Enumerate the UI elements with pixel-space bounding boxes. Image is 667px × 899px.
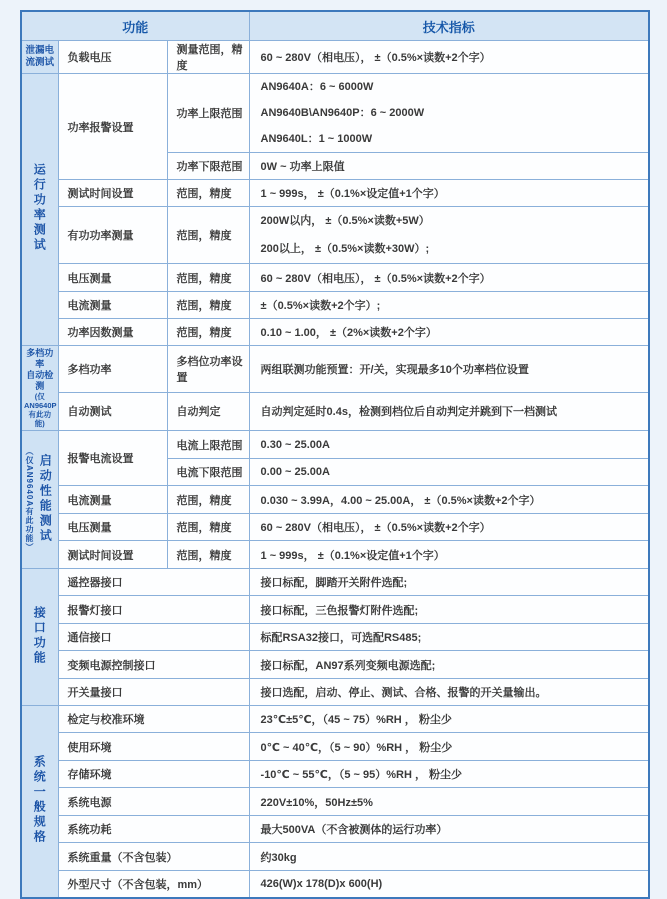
cell-item-label: 检定与校准环境 [58, 706, 249, 733]
cell-item-label: 系统功耗 [58, 816, 249, 843]
cell-item-label: 测试时间设置 [58, 541, 167, 569]
cell-sub-label: 范围，精度 [167, 514, 249, 541]
cell-item-label: 报警灯接口 [58, 596, 249, 624]
cell-spec: 200W以内， ±（0.5%×读数+5W） 200以上， ±（0.5%×读数+30W）; [249, 207, 649, 264]
cell-spec: 接口选配，启动、停止、测试、合格、报警的开关量输出。 [249, 679, 649, 706]
cell-item-label: 通信接口 [58, 624, 249, 651]
table-row [21, 843, 649, 871]
cell-item-label: 功率因数测量 [58, 319, 167, 346]
sidebar-label-startup: （仅AN9640A有此功能） 启动性能测试 [21, 431, 58, 569]
cell-item-label: 报警电流设置 [58, 431, 167, 486]
cell-sub-label: 范围，精度 [167, 180, 249, 207]
cell-spec: 接口标配，AN97系列变频电源选配; [249, 651, 649, 679]
cell-spec: 0.00 ~ 25.00A [249, 459, 649, 486]
cell-sub-label: 测量范围，精度 [167, 41, 249, 74]
cell-spec: 约30kg [249, 843, 649, 871]
cell-item-label: 自动测试 [58, 392, 167, 430]
table-row [21, 319, 649, 346]
cell-spec: 接口标配，脚踏开关附件选配; [249, 569, 649, 596]
cell-item-label: 遥控器接口 [58, 569, 249, 596]
cell-item-label: 系统重量（不含包装） [58, 843, 249, 871]
sidebar-label-multi-power: 多档功率 自动检测 (仅AN9640P 有此功能) [21, 346, 58, 431]
cell-spec: 60 ~ 280V（相电压）， ±（0.5%×读数+2个字） [249, 514, 649, 541]
table-row [21, 41, 649, 74]
table-header-row [21, 11, 649, 41]
table-row [21, 180, 649, 207]
cell-spec: 23℃±5℃，（45 ~ 75）%RH ， 粉尘少 [249, 706, 649, 733]
table-row [21, 761, 649, 788]
cell-spec: 60 ~ 280V（相电压）， ±（0.5%×读数+2个字） [249, 41, 649, 74]
cell-item-label: 系统电源 [58, 788, 249, 816]
cell-item-label: 电流测量 [58, 486, 167, 514]
cell-spec: 标配RSA32接口，可选配RS485; [249, 624, 649, 651]
table-row [21, 514, 649, 541]
cell-sub-label: 范围，精度 [167, 319, 249, 346]
cell-item-label: 变频电源控制接口 [58, 651, 249, 679]
sidebar-label-leakage: 泄漏电 流测试 [21, 41, 58, 74]
header-function: 功能 [21, 11, 249, 41]
table-row [21, 706, 649, 733]
cell-sub-label: 电流上限范围 [167, 431, 249, 459]
table-row [21, 733, 649, 761]
cell-sub-label: 功率上限范围 [167, 74, 249, 153]
table-row [21, 74, 649, 153]
table-row [21, 624, 649, 651]
cell-spec: 1 ~ 999s， ±（0.1%×设定值+1个字） [249, 541, 649, 569]
cell-spec: 接口标配，三色报警灯附件选配; [249, 596, 649, 624]
cell-item-label: 外型尺寸（不含包装，mm） [58, 871, 249, 898]
table-row [21, 596, 649, 624]
cell-spec: 两组联测功能预置：开/关，实现最多10个功率档位设置 [249, 346, 649, 393]
cell-spec: 0.030 ~ 3.99A，4.00 ~ 25.00A， ±（0.5%×读数+2个字） [249, 486, 649, 514]
cell-spec: 0W ~ 功率上限值 [249, 153, 649, 180]
cell-item-label: 开关量接口 [58, 679, 249, 706]
cell-sub-label: 范围，精度 [167, 292, 249, 319]
cell-item-label: 电压测量 [58, 514, 167, 541]
cell-spec: 自动判定延时0.4s，检测到档位后自动判定并跳到下一档测试 [249, 392, 649, 430]
cell-item-label: 功率报警设置 [58, 74, 167, 180]
table-row [21, 569, 649, 596]
table-row [21, 486, 649, 514]
cell-sub-label: 范围，精度 [167, 486, 249, 514]
sidebar-label-running-power: 运行功率测试 [21, 74, 58, 346]
cell-sub-label: 功率下限范围 [167, 153, 249, 180]
cell-spec: AN9640A：6 ~ 6000W AN9640B\AN9640P：6 ~ 2000W AN9640L：1 ~ 1000W [249, 74, 649, 153]
cell-spec: 1 ~ 999s， ±（0.1%×设定值+1个字） [249, 180, 649, 207]
table-row [21, 679, 649, 706]
cell-spec: 0.30 ~ 25.00A [249, 431, 649, 459]
cell-spec: 最大500VA（不含被测体的运行功率） [249, 816, 649, 843]
table-row [21, 264, 649, 292]
cell-sub-label: 电流下限范围 [167, 459, 249, 486]
cell-item-label: 多档功率 [58, 346, 167, 393]
cell-item-label: 电流测量 [58, 292, 167, 319]
cell-item-label: 电压测量 [58, 264, 167, 292]
cell-item-label: 负载电压 [58, 41, 167, 74]
cell-spec: 426(W)x 178(D)x 600(H) [249, 871, 649, 898]
cell-spec: -10℃ ~ 55℃，（5 ~ 95）%RH ， 粉尘少 [249, 761, 649, 788]
sidebar-label-interface: 接口功能 [21, 569, 58, 706]
cell-sub-label: 范围，精度 [167, 264, 249, 292]
table-row [21, 816, 649, 843]
table-row [21, 292, 649, 319]
cell-spec: 60 ~ 280V（相电压）， ±（0.5%×读数+2个字） [249, 264, 649, 292]
spec-table [20, 10, 650, 899]
table-row [21, 431, 649, 459]
cell-spec: 0.10 ~ 1.00， ±（2%×读数+2个字） [249, 319, 649, 346]
cell-spec: 220V±10%，50Hz±5% [249, 788, 649, 816]
cell-spec: 0℃ ~ 40℃，（5 ~ 90）%RH ， 粉尘少 [249, 733, 649, 761]
table-row [21, 871, 649, 898]
table-row [21, 788, 649, 816]
table-row [21, 651, 649, 679]
cell-sub-label: 范围，精度 [167, 207, 249, 264]
cell-sub-label: 多档位功率设置 [167, 346, 249, 393]
sidebar-label-system: 系统一般规格 [21, 706, 58, 898]
table-row [21, 541, 649, 569]
cell-sub-label: 范围，精度 [167, 541, 249, 569]
cell-item-label: 存储环境 [58, 761, 249, 788]
table-row [21, 392, 649, 430]
table-row [21, 207, 649, 264]
cell-item-label: 使用环境 [58, 733, 249, 761]
cell-item-label: 测试时间设置 [58, 180, 167, 207]
cell-sub-label: 自动判定 [167, 392, 249, 430]
header-spec: 技术指标 [249, 11, 649, 41]
table-row [21, 346, 649, 393]
cell-spec: ±（0.5%×读数+2个字）; [249, 292, 649, 319]
cell-item-label: 有功功率测量 [58, 207, 167, 264]
